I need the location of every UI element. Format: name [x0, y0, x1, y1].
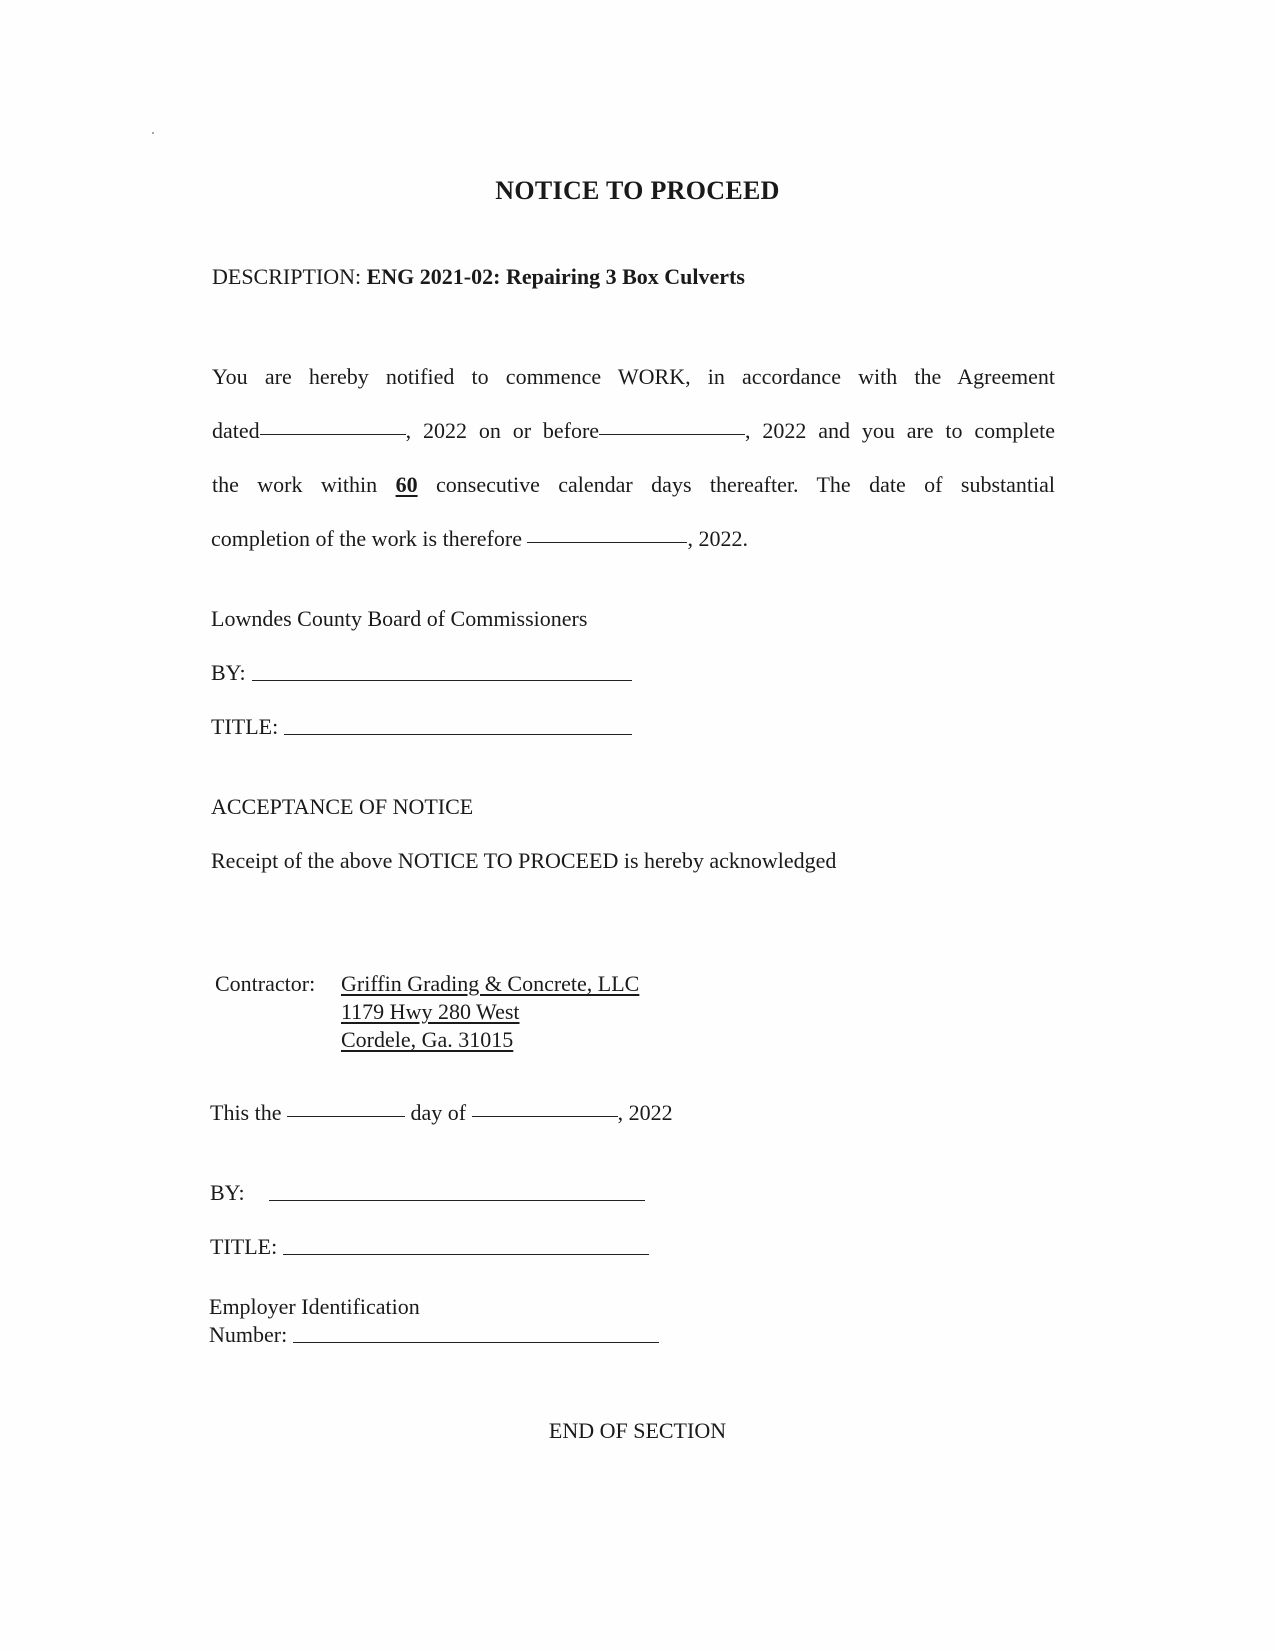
agreement-date-blank[interactable] [260, 434, 406, 435]
notice-dated-text: dated [212, 418, 260, 443]
acceptance-heading: ACCEPTANCE OF NOTICE [211, 794, 474, 819]
end-of-section: END OF SECTION [548, 1418, 727, 1443]
notice-line-2 [212, 418, 1055, 444]
owner-by-row [211, 660, 632, 686]
owner-title-row [211, 714, 632, 740]
contractor-block [215, 970, 639, 1054]
notice-line-3 [212, 472, 1055, 498]
notice-line-4 [211, 526, 748, 552]
contractor-title-label: TITLE: [210, 1234, 278, 1259]
ein-row [209, 1322, 659, 1348]
notice-completion-text: completion of the work is therefore [211, 526, 522, 551]
owner-title-label: TITLE: [211, 714, 279, 739]
completion-date-blank[interactable] [527, 542, 687, 543]
contractor-title-line[interactable] [283, 1254, 649, 1255]
contractor-by-label: BY: [210, 1180, 245, 1205]
ein-number-line[interactable] [293, 1342, 659, 1343]
ein-label-line-1: Employer Identification [209, 1294, 420, 1319]
contractor-label: Contractor: [215, 971, 316, 996]
notice-within-text: the work within [212, 472, 378, 497]
notice-consecutive-text: consecutive calendar days thereafter. The date of substantial [436, 472, 1056, 497]
contractor-address-2: Cordele, Ga. 31015 [341, 1027, 514, 1052]
date-this-the-text: This the [210, 1100, 282, 1125]
contractor-address-1: 1179 Hwy 280 West [341, 999, 520, 1024]
notice-before-text: , 2022 on or before [405, 418, 600, 443]
owner-by-signature-line[interactable] [252, 680, 632, 681]
commence-date-blank[interactable] [599, 434, 745, 435]
page-title: NOTICE TO PROCEED [495, 176, 780, 205]
notice-year-text: , 2022. [687, 526, 748, 551]
contractor-title-row [210, 1234, 649, 1260]
notice-line-1: You are hereby notified to commence WORK, in accordance with the Agreement [212, 364, 1055, 389]
acceptance-day-blank[interactable] [287, 1116, 405, 1117]
description-label: DESCRIPTION: [212, 264, 362, 289]
acceptance-date-line [210, 1100, 673, 1126]
owner-title-line[interactable] [284, 734, 632, 735]
description-line [212, 264, 745, 290]
owner-by-label: BY: [211, 660, 246, 685]
date-day-of-text: day of [410, 1100, 467, 1125]
days-count: 60 [395, 472, 418, 497]
contractor-by-row [210, 1180, 645, 1206]
contractor-name: Griffin Grading & Concrete, LLC [341, 971, 640, 996]
acceptance-text: Receipt of the above NOTICE TO PROCEED is hereby acknowledged [211, 848, 837, 873]
owner-name: Lowndes County Board of Commissioners [211, 606, 588, 631]
ein-label-line-2: Number: [209, 1322, 288, 1347]
acceptance-month-blank[interactable] [472, 1116, 618, 1117]
description-value: ENG 2021-02: Repairing 3 Box Culverts [366, 264, 745, 289]
contractor-by-signature-line[interactable] [269, 1200, 645, 1201]
notice-complete-text: , 2022 and you are to complete [745, 418, 1055, 443]
date-year-text: , 2022 [617, 1100, 673, 1125]
scan-speck [152, 132, 154, 134]
